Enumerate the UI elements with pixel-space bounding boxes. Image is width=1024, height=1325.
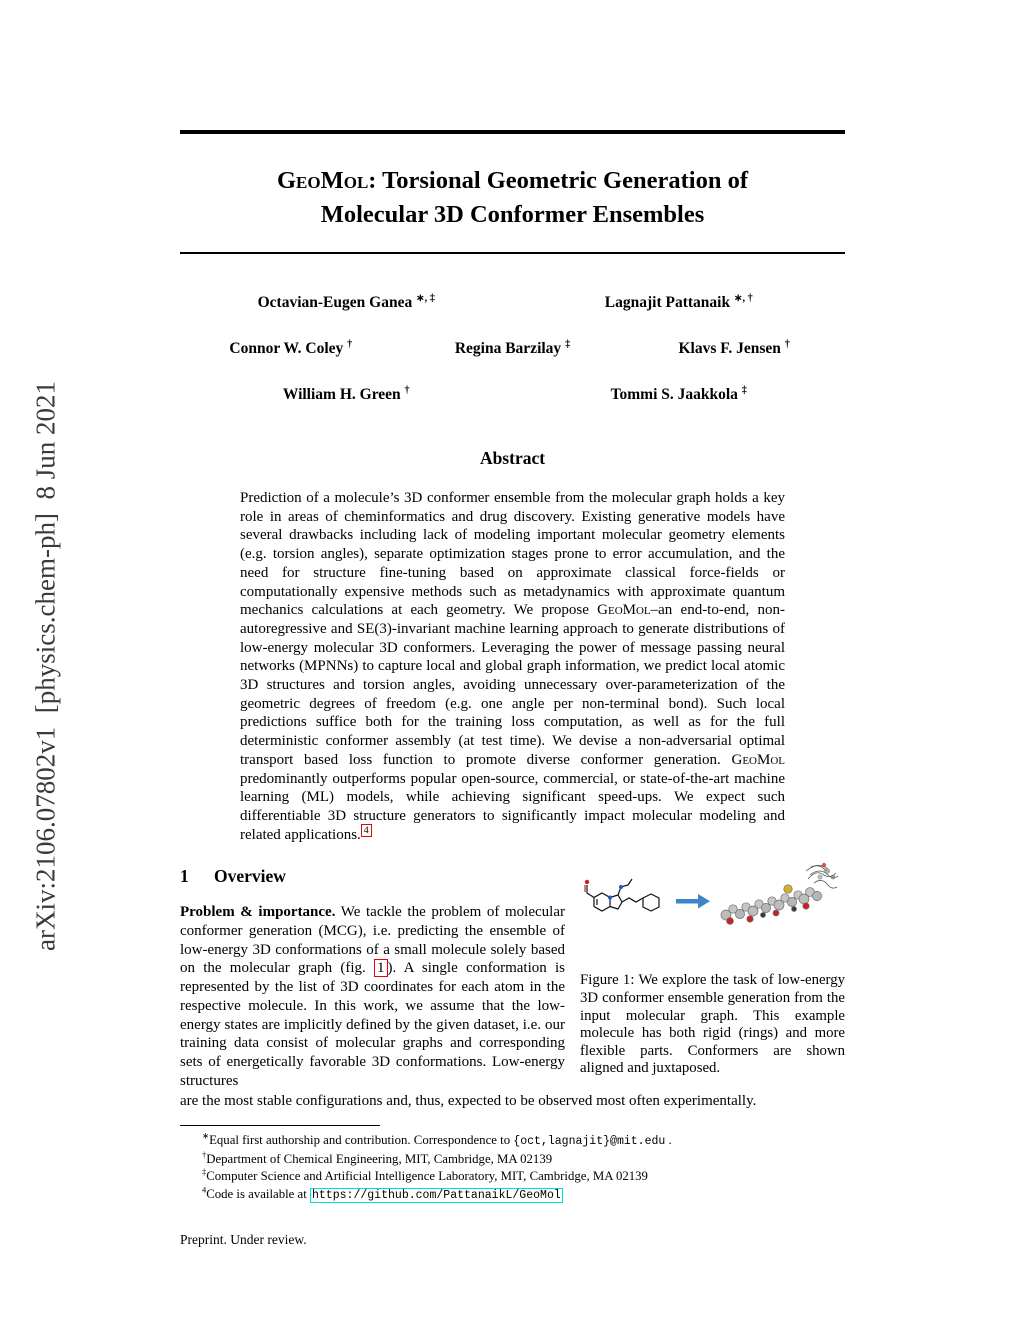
overview-paragraph	[180, 903, 565, 1090]
footnote-text: Department of Chemical Engineering, MIT, Cambridge, MA 02139	[206, 1151, 553, 1166]
conformer-atom	[831, 875, 836, 880]
author-jensen	[623, 340, 845, 358]
abstract-text	[240, 489, 785, 844]
title-line2: Molecular 3D Conformer Ensembles	[320, 201, 705, 228]
author-name: William H. Green	[282, 386, 401, 403]
title-line1-rest: : Torsional Geometric Generation of	[368, 167, 748, 194]
paper-title	[180, 164, 845, 232]
author-barzilay	[402, 340, 624, 358]
geomol-wordmark: GeoMol	[731, 751, 785, 768]
footnote-equal-contribution	[180, 1132, 845, 1151]
author-name: Connor W. Coley	[229, 340, 344, 357]
footnote-rule	[180, 1125, 380, 1126]
author-green	[180, 386, 513, 404]
nitrogen-atom	[608, 896, 612, 900]
author-name: Lagnajit Pattanaik	[604, 294, 731, 311]
author-block	[180, 294, 845, 404]
author-affiliation-marks: †	[404, 384, 410, 396]
github-link[interactable]: https://github.com/PattanaikL/GeoMol	[311, 1188, 561, 1202]
title-rule	[180, 252, 845, 254]
abstract-part-1: Prediction of a molecule’s 3D conformer ensemble from the molecular graph holds a key role in areas of cheminformatics and drug discovery. Existing generative models have several drawbacks including lack of modeling important molecular geometry elements (e.g. torsion angles), separate optimization stages prone to error accumulation, and the need for structure fine-tuning based on approximate classical force-fields or computationally expensive methods such as metadynamics with approximate quantum mechanics calculations at each geometry. We propose	[240, 490, 785, 619]
footnote-ref-4[interactable]: 4	[361, 824, 372, 837]
footnote-marker: 4	[202, 1184, 207, 1195]
nitrogen-atom	[619, 885, 623, 889]
overview-continuation: are the most stable configurations and, thus, expected to be observed most often experimentally.	[180, 1093, 757, 1110]
overview-text-2: ). A single conformation is represented by the list of 3D coordinates for each atom in the respective molecule. In this work, we assume that the low-energy states are implicitly defined by the given dataset, i.e. our training data consist of molecular graphs and corresponding sets of energetically favorable 3D conformations. Low-energy structures	[180, 960, 565, 1089]
section-title: Overview	[214, 866, 286, 887]
top-rule	[180, 130, 845, 134]
footnote-text: Code is available at	[206, 1186, 310, 1201]
footnote-text: Equal first authorship and contribution. Correspondence to	[209, 1133, 514, 1148]
footnote-text: Computer Science and Artificial Intelligence Laboratory, MIT, Cambridge, MA 02139	[206, 1169, 648, 1184]
footnote-csail	[180, 1168, 845, 1186]
oxygen-atom	[585, 880, 589, 884]
figure1-caption: Figure 1: We explore the task of low-energy 3D conformer ensemble generation from the input molecular graph. This example molecule has both rigid (rings) and more flexible parts. Conformers are shown aligned and juxtaposed.	[580, 972, 845, 1077]
footnote-marker: ‡	[202, 1166, 207, 1177]
figure-ref-1[interactable]: 1	[374, 959, 388, 977]
footnote-code	[180, 1186, 845, 1205]
author-affiliation-marks: †	[347, 338, 353, 350]
author-affiliation-marks: ∗, †	[733, 292, 753, 304]
author-ganea	[180, 294, 513, 312]
paper-content	[180, 0, 845, 1248]
author-row-2	[180, 340, 845, 358]
conformer-atom	[824, 868, 830, 874]
author-row-3	[180, 386, 845, 404]
author-coley	[180, 340, 402, 358]
correspondence-email[interactable]: {oct,lagnajit}@mit.edu	[513, 1135, 666, 1149]
title-geomol: GeoMol	[276, 167, 369, 194]
footnote-ref-superscript	[361, 824, 372, 837]
overview-text-1: We tackle the problem of molecular conformer generation (MCG), i.e. predicting the ensemble of low-energy 3D conformations of a small molecule solely based on the molecular graph (fig.	[180, 904, 565, 977]
paragraph-lead: Problem & importance.	[180, 904, 336, 921]
footnote-text-after: .	[665, 1133, 672, 1148]
molecular-graph-drawing	[585, 879, 659, 911]
section-number: 1	[180, 866, 189, 887]
abstract-part-2: –an end-to-end, non-autoregressive and SE(3)-invariant machine learning approach to generate distributions of low-energy molecular 3D conformers. Leveraging the power of message passing neural networks (MPNNs) to capture local and global graph information, we predict local atomic 3D structures and torsion angles, avoiding unnecessary over-parameterization of the geometric degrees of freedom (e.g. one angle per non-terminal bond). Such local predictions suffice both for the training loss computation, as well as for the full deterministic conformer assembly (at test time). We devise a non-adversarial optimal transport based loss function to promote diverse conformer generation.	[240, 602, 785, 768]
figure1-image	[580, 849, 845, 957]
author-affiliation-marks: ‡	[741, 384, 747, 396]
figure1-body	[580, 849, 845, 1078]
preprint-note: Preprint. Under review.	[180, 1232, 307, 1248]
author-pattanaik	[513, 294, 846, 312]
author-jaakkola	[513, 386, 846, 404]
abstract-heading: Abstract	[479, 448, 546, 468]
footnote-marker: †	[202, 1149, 207, 1160]
conformer-atom	[817, 875, 822, 880]
conformer-atom	[822, 863, 826, 867]
author-name: Tommi S. Jaakkola	[610, 386, 738, 403]
author-affiliation-marks: ∗, ‡	[416, 292, 435, 304]
footnote-marker: ∗	[202, 1130, 210, 1141]
two-column-block	[180, 903, 845, 1090]
author-row-1	[180, 294, 845, 312]
author-name: Klavs F. Jensen	[678, 340, 781, 357]
figure-1	[580, 903, 845, 1090]
arrow-right-icon	[676, 894, 710, 909]
author-name: Octavian-Eugen Ganea	[257, 294, 413, 311]
arxiv-watermark: arXiv:2106.07802v1 [physics.chem-ph] 8 Jun 2021	[30, 381, 61, 951]
author-affiliation-marks: †	[784, 338, 790, 350]
geomol-wordmark: GeoMol	[597, 602, 651, 619]
author-name: Regina Barzilay	[454, 340, 562, 357]
abstract-part-3: predominantly outperforms popular open-source, commercial, or state-of-the-art machine learning (ML) models, while achieving significant speed-ups. We expect such differentiable 3D structure generators to significantly impact molecular modeling and related applications.	[240, 770, 785, 843]
footnotes	[180, 1125, 845, 1204]
author-affiliation-marks: ‡	[565, 338, 571, 350]
conformer-ensemble-drawing	[721, 885, 822, 925]
footnote-cheme	[180, 1151, 845, 1169]
